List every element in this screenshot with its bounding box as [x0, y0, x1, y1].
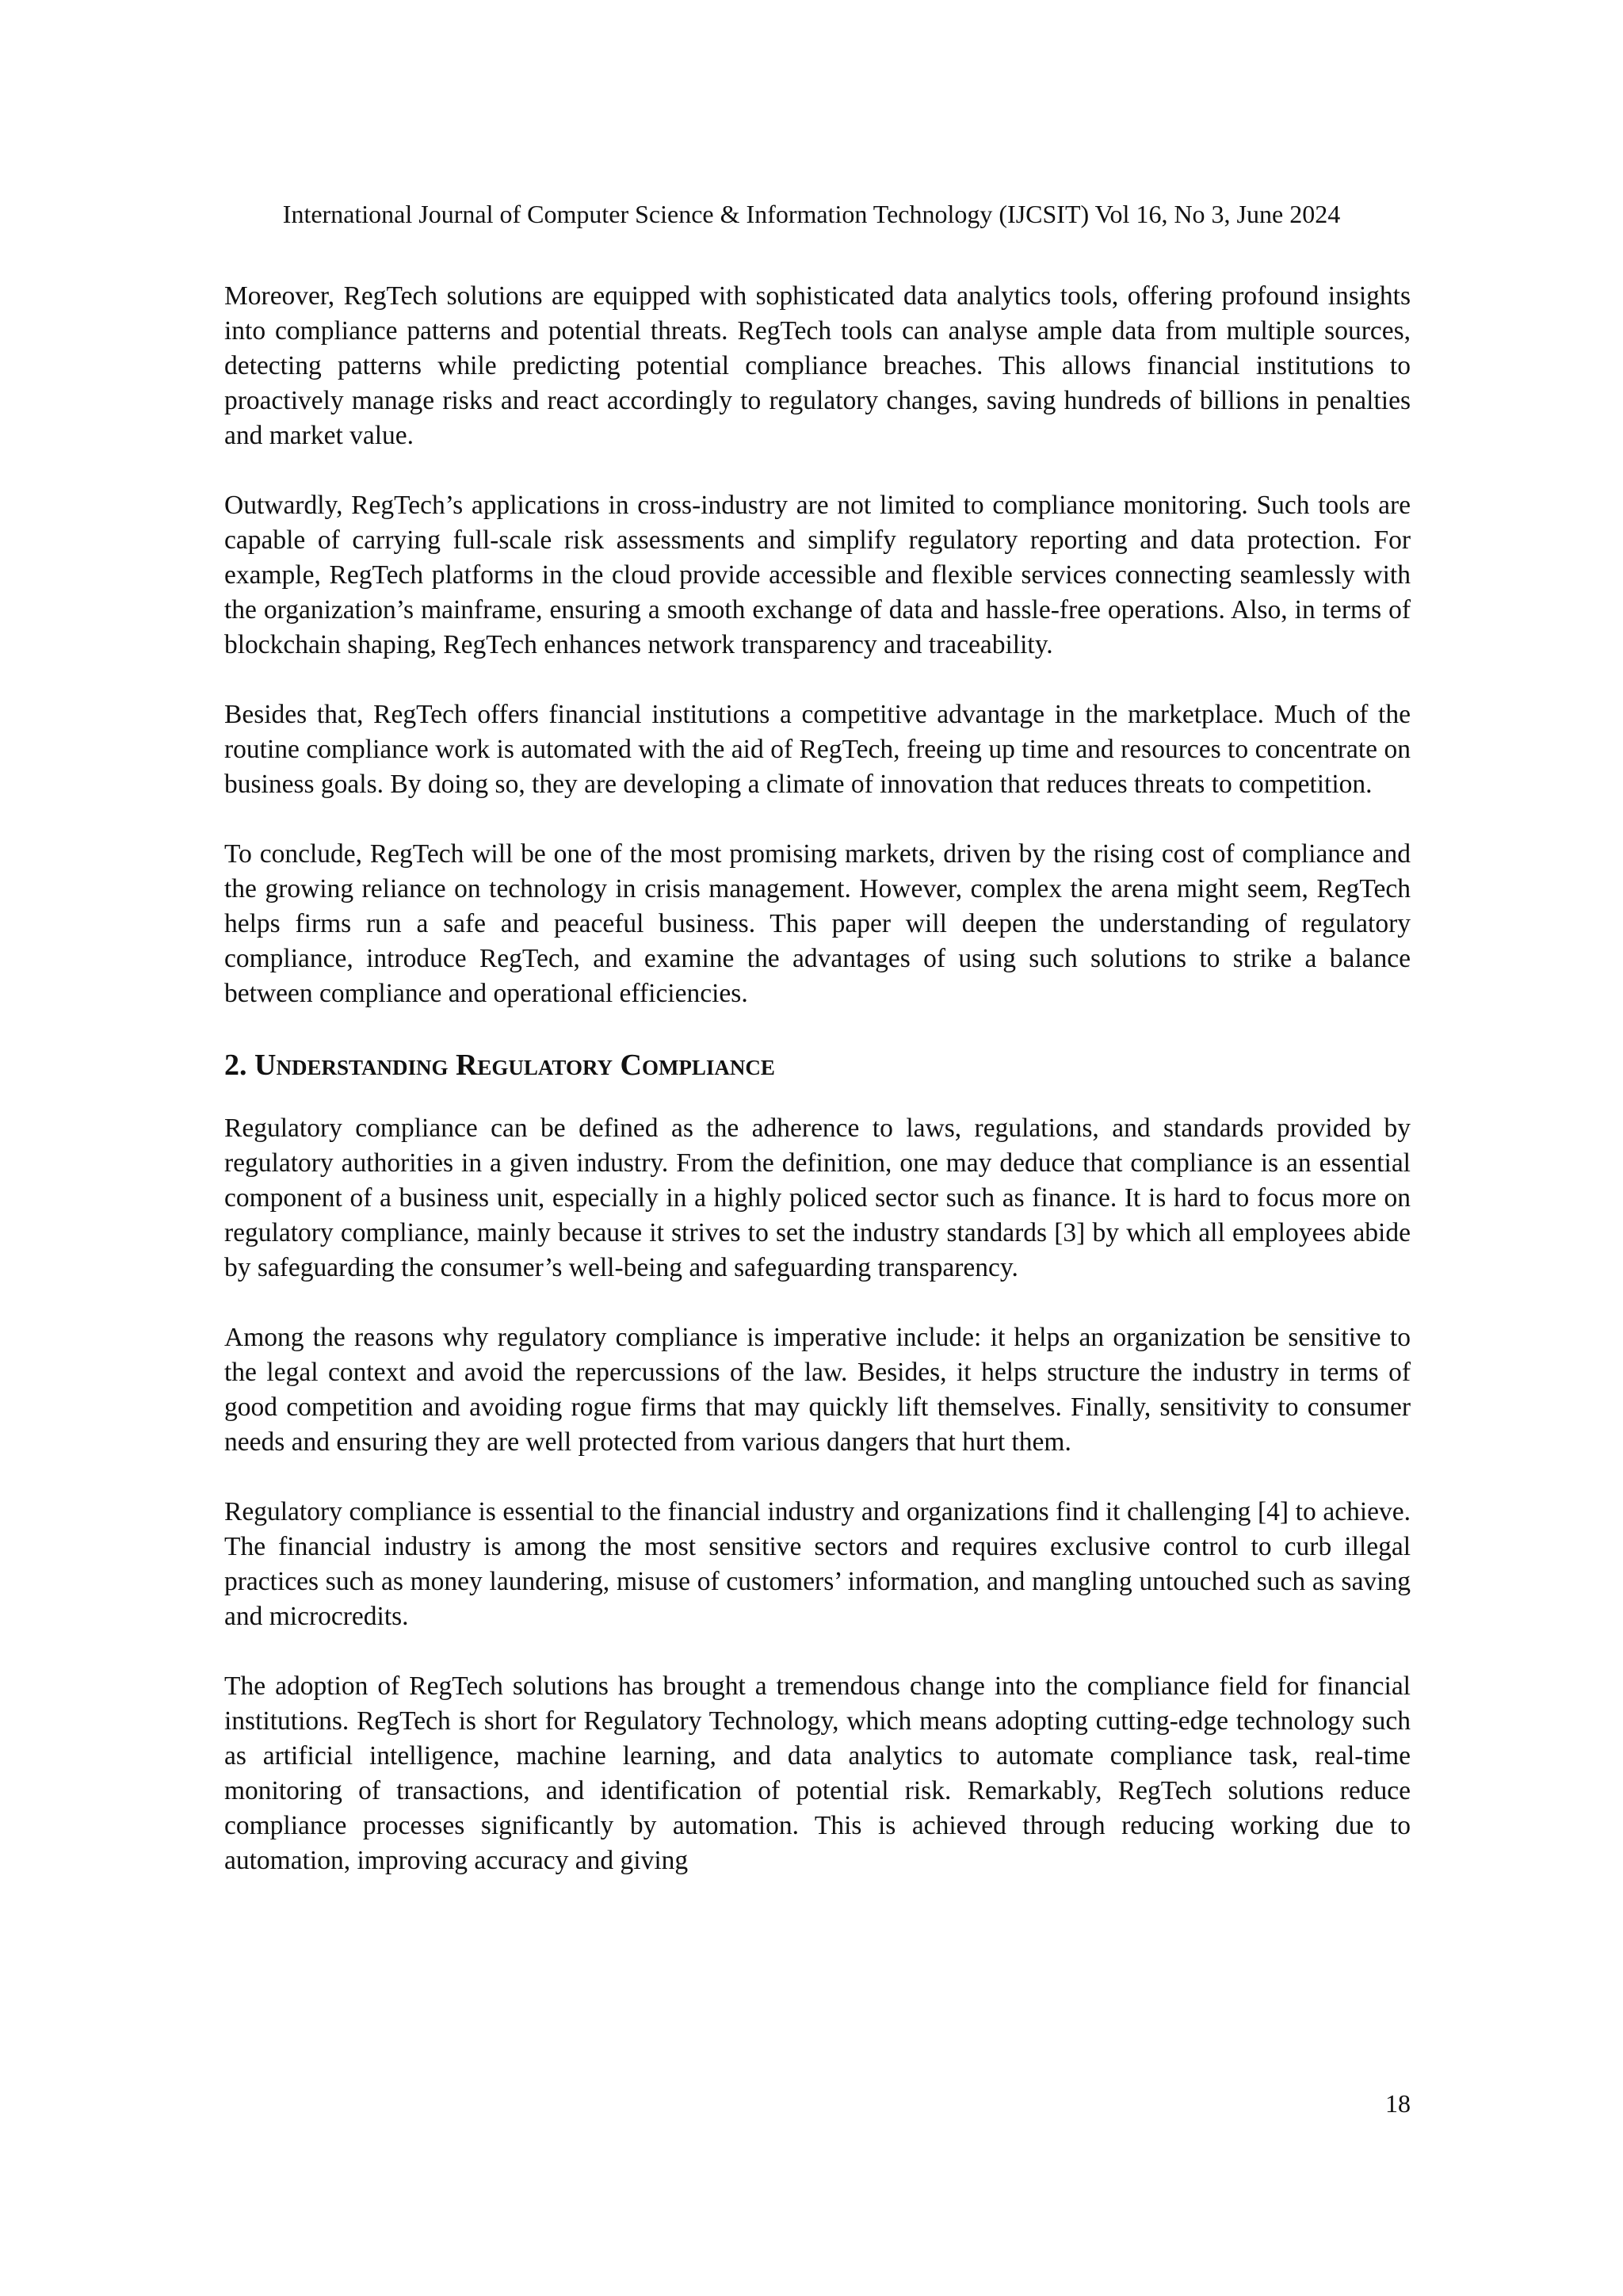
section-heading	[224, 1046, 1411, 1084]
body-paragraph: The adoption of RegTech solutions has brought a tremendous change into the compliance field for financial institutions. RegTech is short for Regulatory Technology, which means adopting cutting-edge technology such as artificial intelligence, machine learning, and data analytics to automate compliance task, real-time monitoring of transactions, and identification of potential risk. Remarkably, RegTech solutions reduce compliance processes significantly by automation. This is achieved through reducing working due to automation, improving accuracy and giving	[224, 1671, 1411, 1875]
section-title: Understanding Regulatory Compliance	[254, 1049, 775, 1082]
body-paragraph: Regulatory compliance can be defined as the adherence to laws, regulations, and standards provided by regulatory authorities in a given industry. From the definition, one may deduce that compliance is an essential component of a business unit, especially in a highly policed sector such as finance. It is hard to focus more on regulatory compliance, mainly because it strives to set the industry standards [3] by which all employees abide by safeguarding the consumer’s well-being and safeguarding transparency.	[224, 1114, 1411, 1282]
body-paragraph: Besides that, RegTech offers financial institutions a competitive advantage in the marketplace. Much of the routine compliance work is automated with the aid of RegTech, freeing up time and resources to concentrate on business goals. By doing so, they are developing a climate of innovation that reduces threats to competition.	[224, 700, 1411, 799]
page-body	[224, 279, 1411, 1913]
section-number: 2.	[224, 1049, 254, 1082]
page-number: 18	[1385, 2089, 1411, 2118]
body-paragraph: Outwardly, RegTech’s applications in cross-industry are not limited to compliance monitoring. Such tools are capable of carrying full-scale risk assessments and simplify regulatory reporting and data protection. For example, RegTech platforms in the cloud provide accessible and flexible services connecting seamlessly with the organization’s mainframe, ensuring a smooth exchange of data and hassle-free operations. Also, in terms of blockchain shaping, RegTech enhances network transparency and traceability.	[224, 491, 1411, 659]
body-paragraph: Regulatory compliance is essential to the financial industry and organizations find it challenging [4] to achieve. The financial industry is among the most sensitive sectors and requires exclusive control to curb illegal practices such as money laundering, misuse of customers’ information, and mangling untouched such as saving and microcredits.	[224, 1497, 1411, 1631]
body-paragraph: To conclude, RegTech will be one of the most promising markets, driven by the rising cost of compliance and the growing reliance on technology in crisis management. However, complex the arena might seem, RegTech helps firms run a safe and peaceful business. This paper will deepen the understanding of regulatory compliance, introduce RegTech, and examine the advantages of using such solutions to strike a balance between compliance and operational efficiencies.	[224, 839, 1411, 1008]
body-paragraph: Moreover, RegTech solutions are equipped with sophisticated data analytics tools, offering profound insights into compliance patterns and potential threats. RegTech tools can analyse ample data from multiple sources, detecting patterns while predicting potential compliance breaches. This allows financial institutions to proactively manage risks and react accordingly to regulatory changes, saving hundreds of billions in penalties and market value.	[224, 281, 1411, 450]
body-paragraph: Among the reasons why regulatory compliance is imperative include: it helps an organization be sensitive to the legal context and avoid the repercussions of the law. Besides, it helps structure the industry in terms of good competition and avoiding rogue firms that may quickly lift themselves. Finally, sensitivity to consumer needs and ensuring they are well protected from various dangers that hurt them.	[224, 1323, 1411, 1457]
running-header: International Journal of Computer Science & Information Technology (IJCSIT) Vol 16, No 3, June 2024	[282, 200, 1341, 228]
